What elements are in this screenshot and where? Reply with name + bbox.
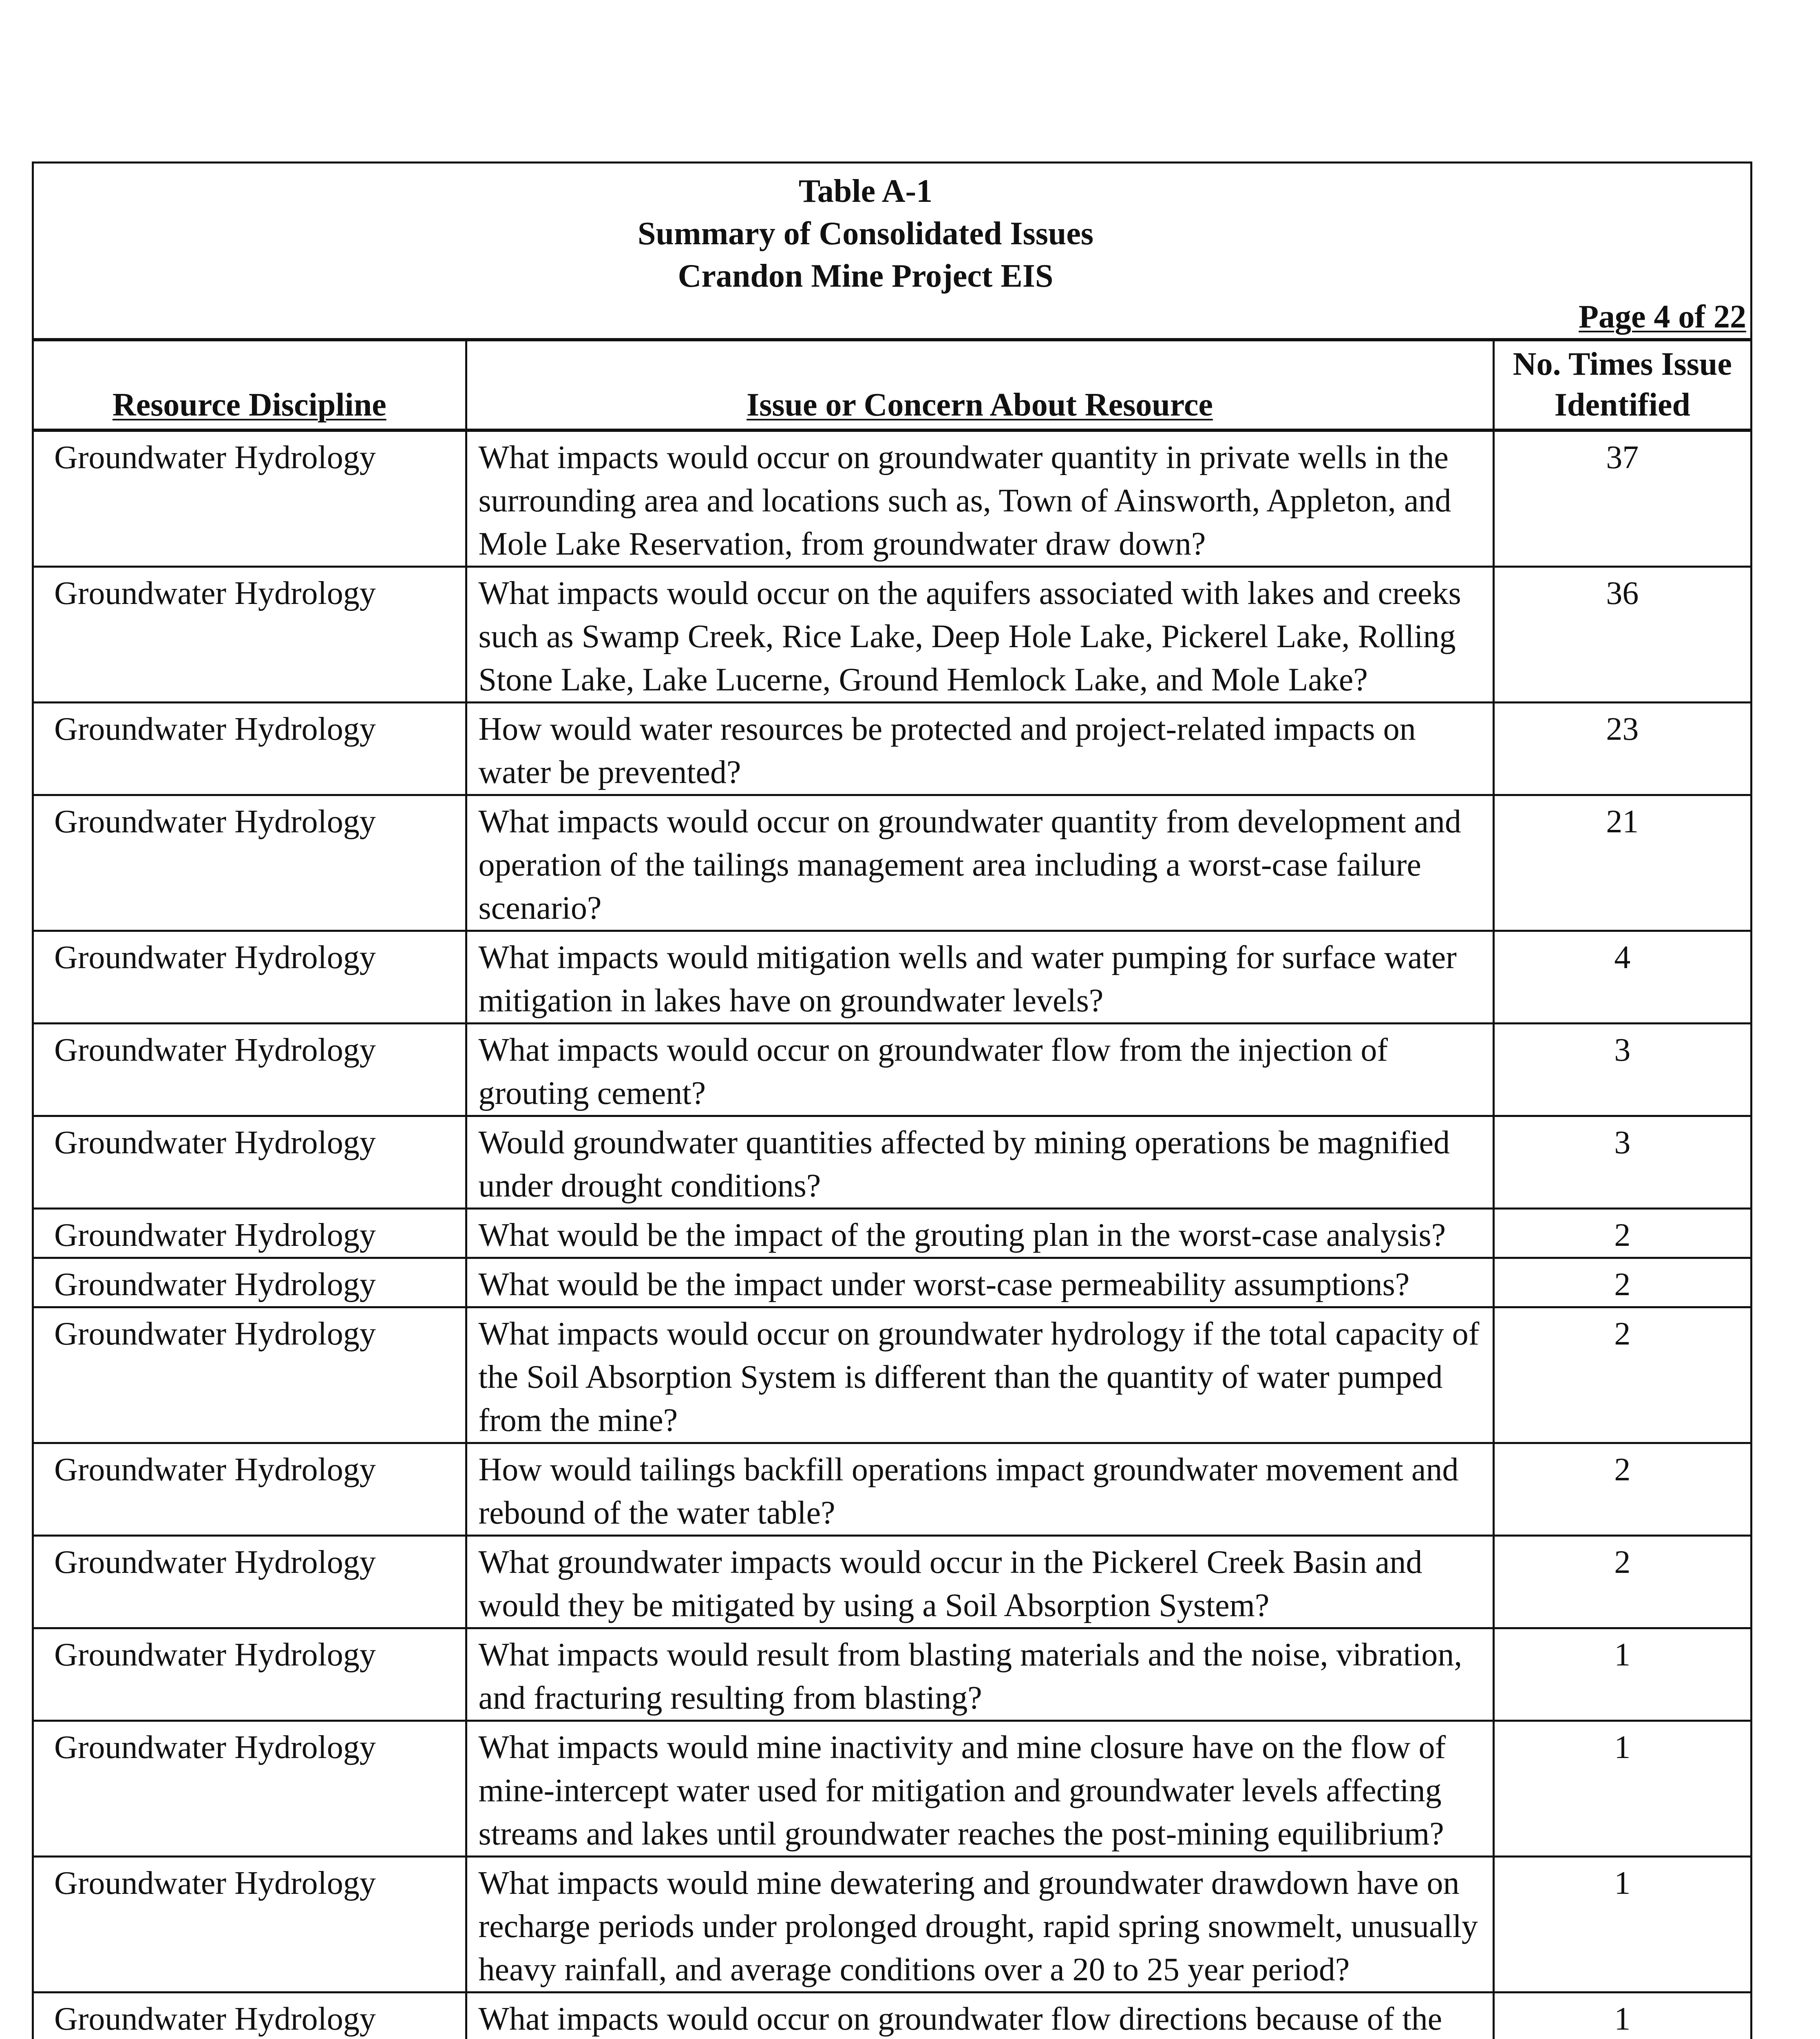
table-row <box>34 1721 1750 1857</box>
table-subtitle: Summary of Consolidated Issues <box>638 216 1093 252</box>
issue-cell: What impacts would occur on groundwater flow from the injection of grouting cement? <box>466 1024 1493 1116</box>
discipline-cell: Groundwater Hydrology <box>34 1628 466 1721</box>
count-cell: 2 <box>1493 1258 1750 1307</box>
issue-cell: Would groundwater quantities affected by mining operations be magnified under drought conditions? <box>466 1116 1493 1209</box>
count-cell: 1 <box>1493 1993 1750 2039</box>
count-cell: 1 <box>1493 1857 1750 1993</box>
issues-table <box>34 341 1750 2039</box>
table-row <box>34 1443 1750 1536</box>
table-row <box>34 703 1750 795</box>
table-label: Table A-1 <box>798 173 933 209</box>
page-indicator: Page 4 of 22 <box>1578 299 1746 335</box>
discipline-cell: Groundwater Hydrology <box>34 795 466 931</box>
discipline-cell: Groundwater Hydrology <box>34 1209 466 1258</box>
table-row <box>34 1024 1750 1116</box>
discipline-cell: Groundwater Hydrology <box>34 1443 466 1536</box>
discipline-cell: Groundwater Hydrology <box>34 567 466 703</box>
issue-cell: What impacts would occur on the aquifers associated with lakes and creeks such as Swamp Creek, Rice Lake, Deep Hole Lake, Pickerel Lake, Rolling Stone Lake, Lake Lucerne, Ground Hemlock Lake, and Mole Lake? <box>466 567 1493 703</box>
table-row <box>34 1628 1750 1721</box>
count-cell: 3 <box>1493 1024 1750 1116</box>
table-row <box>34 931 1750 1024</box>
issue-cell: How would water resources be protected and project-related impacts on water be prevented? <box>466 703 1493 795</box>
count-cell: 1 <box>1493 1628 1750 1721</box>
issue-cell: What would be the impact of the grouting plan in the worst-case analysis? <box>466 1209 1493 1258</box>
table-row <box>34 1258 1750 1307</box>
table-body <box>34 430 1750 2039</box>
column-header-count: No. Times Issue Identified <box>1493 341 1750 430</box>
count-cell: 2 <box>1493 1209 1750 1258</box>
table-row <box>34 1993 1750 2039</box>
table-row <box>34 567 1750 703</box>
count-cell: 36 <box>1493 567 1750 703</box>
table-row <box>34 430 1750 567</box>
table-row <box>34 1857 1750 1993</box>
table-row <box>34 1116 1750 1209</box>
count-cell: 37 <box>1493 430 1750 567</box>
issue-cell: What would be the impact under worst-case permeability assumptions? <box>466 1258 1493 1307</box>
discipline-cell: Groundwater Hydrology <box>34 1721 466 1857</box>
count-cell: 4 <box>1493 931 1750 1024</box>
count-cell: 2 <box>1493 1536 1750 1628</box>
discipline-cell: Groundwater Hydrology <box>34 1536 466 1628</box>
count-cell: 23 <box>1493 703 1750 795</box>
issues-table-container <box>32 161 1752 2039</box>
issue-cell: What impacts would mitigation wells and water pumping for surface water mitigation in lakes have on groundwater levels? <box>466 931 1493 1024</box>
issue-cell: What impacts would occur on groundwater quantity from development and operation of the tailings management area including a worst-case failure scenario? <box>466 795 1493 931</box>
column-header-issue: Issue or Concern About Resource <box>466 341 1493 430</box>
discipline-cell: Groundwater Hydrology <box>34 703 466 795</box>
discipline-cell: Groundwater Hydrology <box>34 1024 466 1116</box>
table-row <box>34 1209 1750 1258</box>
column-header-discipline: Resource Discipline <box>34 341 466 430</box>
issue-cell: What impacts would mine inactivity and mine closure have on the flow of mine-intercept water used for mitigation and groundwater levels affecting streams and lakes until groundwater reaches the post-mining equilibrium? <box>466 1721 1493 1857</box>
count-cell: 1 <box>1493 1721 1750 1857</box>
table-row <box>34 1536 1750 1628</box>
issue-cell: What impacts would occur on groundwater quantity in private wells in the surrounding area and locations such as, Town of Ainsworth, Appleton, and Mole Lake Reservation, from groundwater draw down? <box>466 430 1493 567</box>
discipline-cell: Groundwater Hydrology <box>54 440 376 475</box>
table-row <box>34 1307 1750 1443</box>
issue-cell: What groundwater impacts would occur in the Pickerel Creek Basin and would they be mitigated by using a Soil Absorption System? <box>466 1536 1493 1628</box>
count-cell: 21 <box>1493 795 1750 931</box>
issue-cell: What impacts would occur on groundwater flow directions because of the <box>466 1993 1493 2039</box>
count-cell: 3 <box>1493 1116 1750 1209</box>
issue-cell: What impacts would occur on groundwater hydrology if the total capacity of the Soil Absorption System is different than the quantity of water pumped from the mine? <box>466 1307 1493 1443</box>
count-cell: 2 <box>1493 1443 1750 1536</box>
issue-cell: What impacts would mine dewatering and groundwater drawdown have on recharge periods under prolonged drought, rapid spring snowmelt, unusually heavy rainfall, and average conditions over a 20 to 25 year period? <box>466 1857 1493 1993</box>
count-cell: 2 <box>1493 1307 1750 1443</box>
discipline-cell: Groundwater Hydrology <box>34 1857 466 1993</box>
table-project-title: Crandon Mine Project EIS <box>678 258 1054 294</box>
table-row <box>34 795 1750 931</box>
table-header-row <box>34 341 1750 430</box>
discipline-cell: Groundwater Hydrology <box>34 1116 466 1209</box>
discipline-cell: Groundwater Hydrology <box>34 1307 466 1443</box>
issue-cell: How would tailings backfill operations impact groundwater movement and rebound of the water table? <box>466 1443 1493 1536</box>
table-title-block <box>34 164 1750 341</box>
issue-cell: What impacts would result from blasting materials and the noise, vibration, and fracturing resulting from blasting? <box>466 1628 1493 1721</box>
discipline-cell: Groundwater Hydrology <box>34 1993 466 2039</box>
discipline-cell: Groundwater Hydrology <box>34 931 466 1024</box>
discipline-cell: Groundwater Hydrology <box>34 1258 466 1307</box>
